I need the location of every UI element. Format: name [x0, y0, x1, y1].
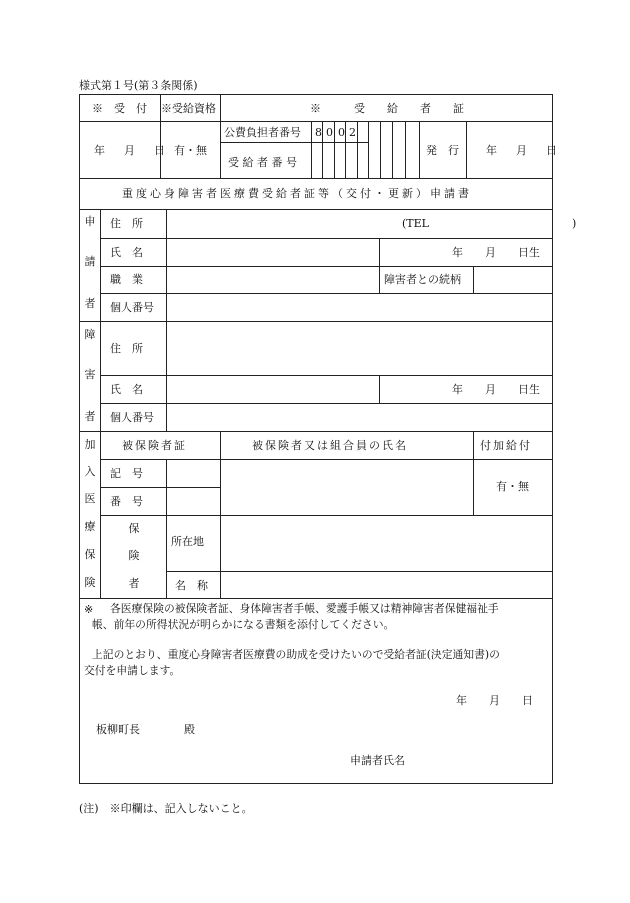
insurer-label: 保 険 者 [128, 522, 140, 590]
payer-number-label: 公費負担者番号 [224, 126, 301, 139]
insurer-name-label: 名 称 [175, 579, 208, 592]
certificate-header: ※ 受 給 者 証 [310, 102, 464, 115]
insurance-side-label: 加 入 医 療 保 険 [84, 438, 96, 589]
receipt-header: ※ 受 付 [92, 102, 147, 115]
insured-name-label: 被保険者又は組合員の氏名 [252, 439, 408, 452]
applicant-occupation-label: 職 業 [110, 273, 143, 286]
additional-benefit-label: 付加給付 [480, 439, 532, 452]
eligibility-yes-no: 有・無 [174, 144, 207, 157]
payer-digit-1: 8 [315, 126, 322, 139]
disabled-personal-number-label: 個人番号 [110, 411, 154, 424]
issue-label: 発 行 [426, 144, 459, 157]
form-title: 重度心身障害者医療費受給者証等（交付・更新）申請書 [122, 187, 472, 200]
disabled-name-label: 氏 名 [110, 383, 143, 396]
note-line-2: 帳、前年の所得状況が明らかになる書類を添付してください。 [92, 618, 395, 631]
recipient-number-label: 受 給 者 番 号 [228, 156, 297, 169]
payer-digit-2: 0 [326, 126, 333, 139]
disabled-side-label: 障 害 者 [84, 328, 96, 423]
issue-date: 年 月 日 [486, 144, 561, 157]
note-mark: ※ [84, 603, 94, 616]
insurer-location-label: 所在地 [171, 535, 204, 548]
disabled-address-label: 住 所 [110, 342, 143, 355]
eligibility-header: ※受給資格 [161, 102, 216, 115]
relation-label: 障害者との続柄 [384, 273, 461, 286]
form-number: 様式第１号(第３条関係) [79, 79, 198, 92]
payer-digit-3: 0 [338, 126, 345, 139]
note-line-1: 各医療保険の被保険者証、身体障害者手帳、愛護手帳又は精神障害者保健福祉手 [110, 602, 499, 615]
applicant-tel: (TEL ) [402, 217, 577, 230]
applicant-side-label: 申 請 者 [84, 215, 96, 310]
addressee: 板柳町長 殿 [96, 723, 195, 736]
applicant-name-label: 氏 名 [110, 246, 143, 259]
applicant-signature-label: 申請者氏名 [350, 754, 405, 767]
request-date: 年 月 日 [456, 694, 533, 707]
application-form [79, 94, 577, 784]
additional-benefit-yes-no: 有・無 [496, 480, 529, 493]
request-line-1: 上記のとおり、重度心身障害者医療費の助成を受けたいので受給者証(決定通知書)の [92, 648, 500, 661]
payer-digit-4: 2 [349, 126, 356, 139]
receipt-date: 年 月 日 [94, 144, 169, 157]
insurance-card-label: 被保険者証 [122, 439, 187, 452]
request-line-2: 交付を申請します。 [84, 664, 181, 677]
insurance-number-label: 番 号 [110, 495, 143, 508]
insurance-symbol-label: 記 号 [110, 467, 143, 480]
applicant-address-label: 住 所 [110, 217, 143, 230]
disabled-birth: 年 月 日生 [452, 383, 540, 396]
applicant-birth: 年 月 日生 [452, 246, 540, 259]
applicant-personal-number-label: 個人番号 [110, 301, 154, 314]
footnote: (注) ※印欄は、記入しないこと。 [79, 802, 253, 815]
